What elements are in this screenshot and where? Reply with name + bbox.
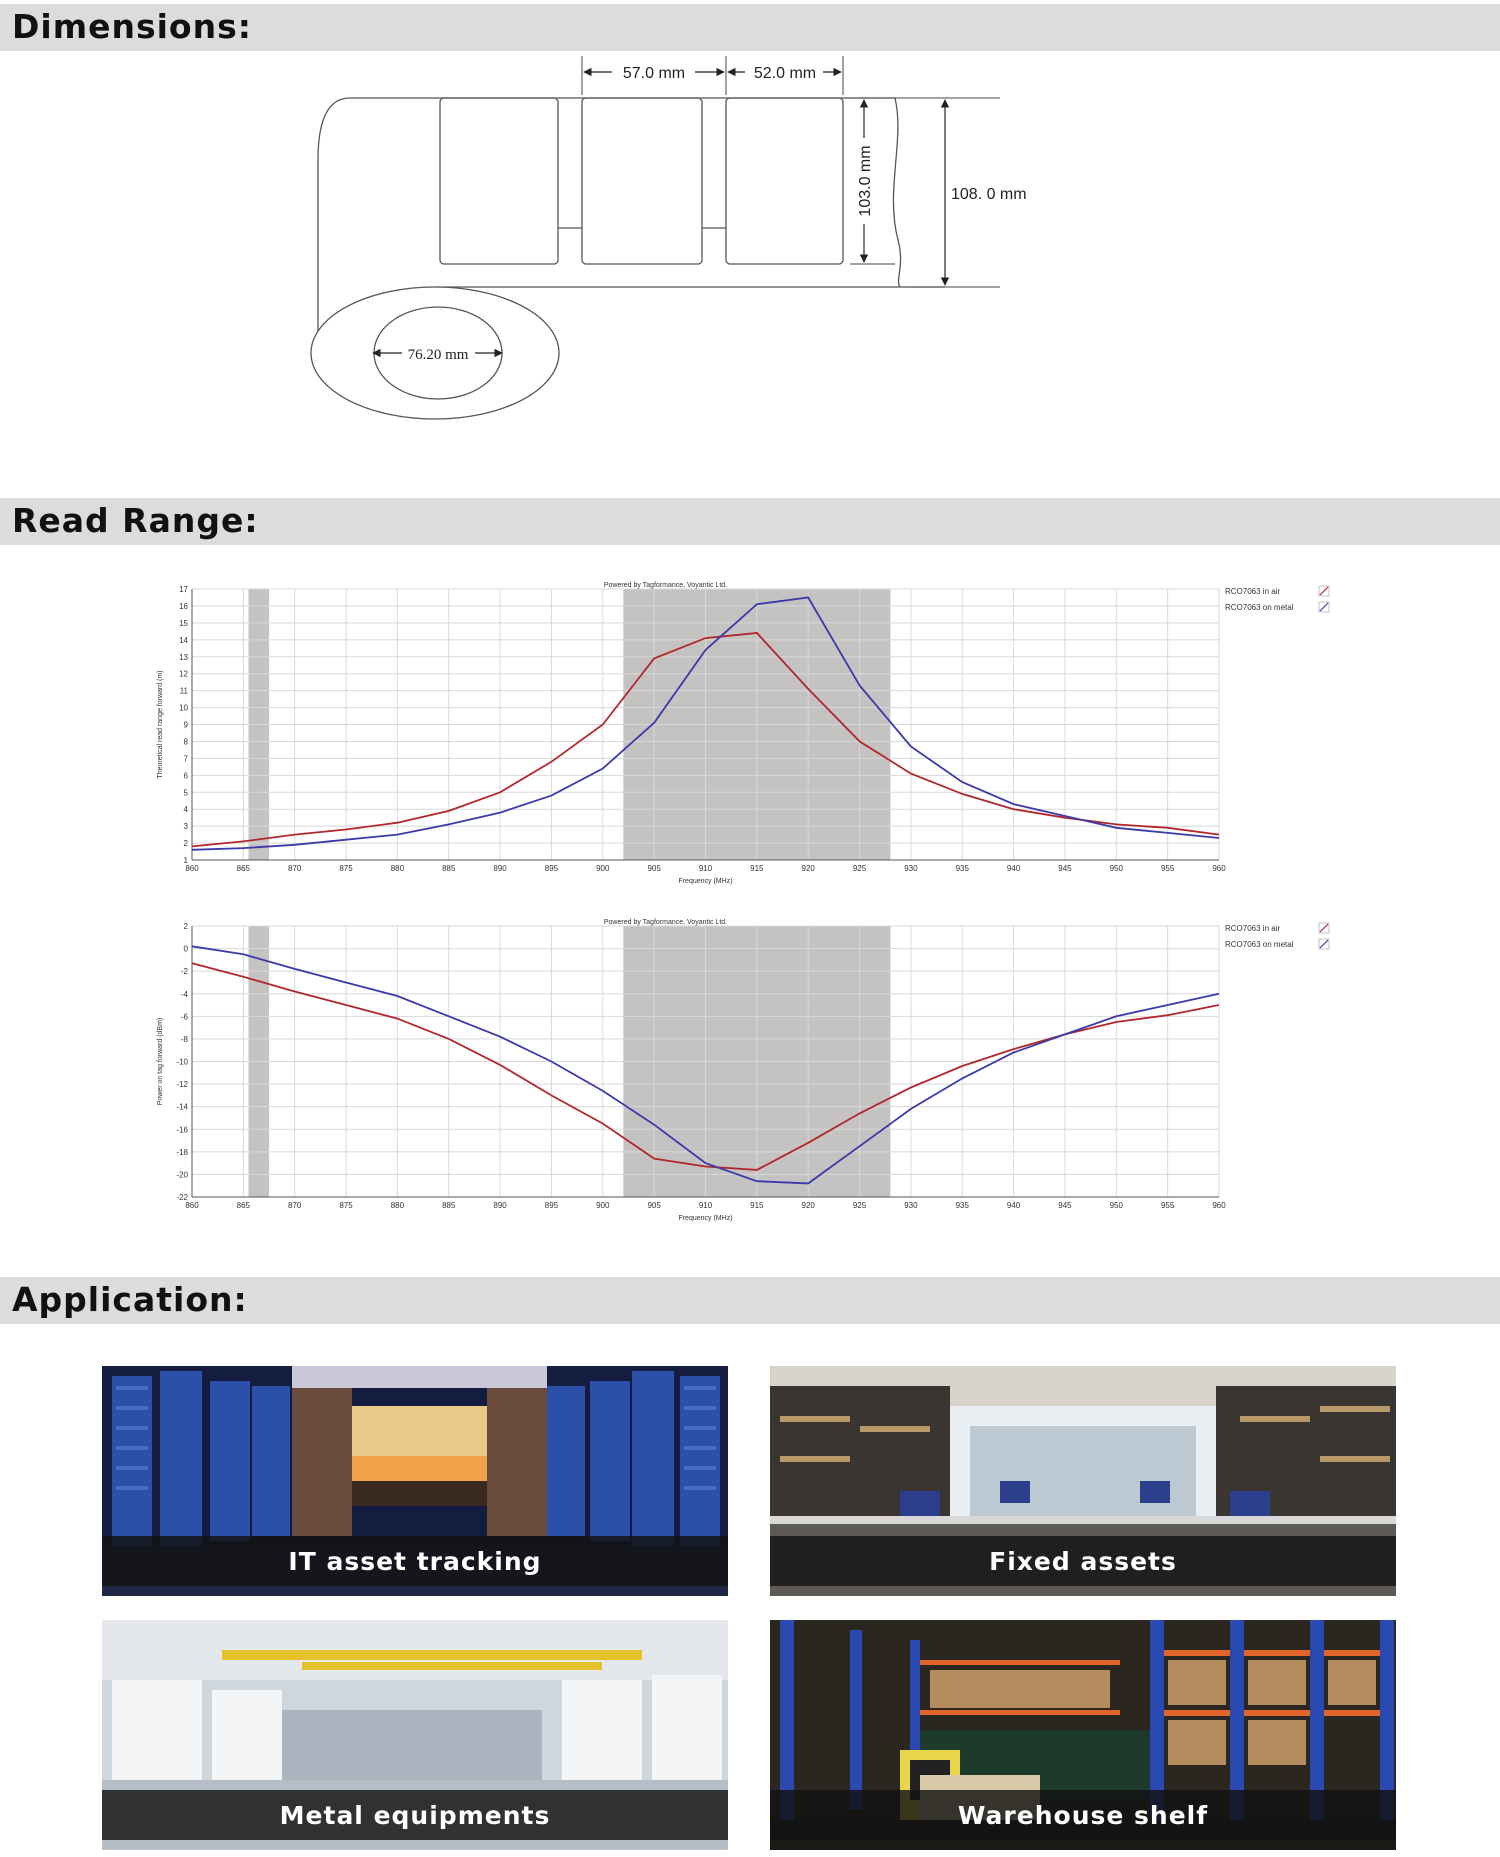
y-tick-label: -2 xyxy=(180,967,188,977)
x-tick-label: 920 xyxy=(801,864,815,873)
x-tick-label: 960 xyxy=(1212,1201,1226,1210)
x-tick-label: 910 xyxy=(698,1201,713,1210)
y-tick-label: 8 xyxy=(183,737,188,747)
tile-label: IT asset tracking xyxy=(288,1546,542,1576)
x-tick-label: 865 xyxy=(236,864,251,873)
x-tick-label: 865 xyxy=(236,1201,251,1210)
x-tick-label: 955 xyxy=(1160,864,1175,873)
y-tick-label: -8 xyxy=(180,1034,188,1044)
x-tick-label: 860 xyxy=(185,1201,199,1210)
x-tick-label: 930 xyxy=(904,864,918,873)
x-axis-label: Frequency (MHz) xyxy=(678,878,733,885)
roll-width-text: 108. 0 mm xyxy=(951,186,1027,203)
read-range-section-header xyxy=(0,498,1500,545)
x-tick-label: 955 xyxy=(1160,1201,1175,1210)
y-tick-label: -20 xyxy=(176,1170,188,1180)
x-tick-label: 860 xyxy=(185,864,199,873)
legend-label: RCO7063 in air xyxy=(1225,587,1281,596)
x-tick-label: 925 xyxy=(852,864,867,873)
label-width-2-text: 52.0 mm xyxy=(753,65,817,82)
x-tick-label: 875 xyxy=(339,864,353,873)
application-heading: Application: xyxy=(12,1280,248,1319)
x-tick-label: 870 xyxy=(288,864,302,873)
x-tick-label: 935 xyxy=(955,1201,969,1210)
y-tick-label: 4 xyxy=(183,805,188,815)
label-width-1-text: 57.0 mm xyxy=(622,65,686,82)
application-tile-metal-equipments xyxy=(102,1620,728,1850)
y-tick-label: 6 xyxy=(183,771,188,781)
x-tick-label: 945 xyxy=(1058,1201,1072,1210)
x-tick-label: 880 xyxy=(390,1201,405,1210)
application-tile-fixed-assets xyxy=(770,1366,1396,1596)
y-tick-label: 15 xyxy=(179,618,188,628)
application-section-header xyxy=(0,1277,1500,1324)
x-tick-label: 875 xyxy=(339,1201,353,1210)
y-tick-label: 16 xyxy=(179,601,188,611)
tile-caption xyxy=(770,1790,1396,1840)
y-tick-label: 17 xyxy=(179,585,188,594)
application-tile-it-asset-tracking xyxy=(102,1366,728,1596)
roll-outline xyxy=(311,98,945,419)
x-tick-label: 925 xyxy=(852,1201,867,1210)
x-tick-label: 915 xyxy=(750,1201,764,1210)
x-tick-label: 940 xyxy=(1006,864,1021,873)
y-tick-label: 1 xyxy=(183,856,188,865)
tile-label: Warehouse shelf xyxy=(957,1800,1209,1830)
y-tick-label: -22 xyxy=(176,1193,188,1202)
tile-caption xyxy=(102,1790,728,1840)
application-tile-warehouse-shelf xyxy=(770,1620,1396,1850)
x-tick-label: 935 xyxy=(955,864,969,873)
chart-subtitle: Powered by Tagformance, Voyantic Ltd. xyxy=(603,919,728,926)
y-tick-label: 12 xyxy=(179,669,188,679)
x-tick-label: 890 xyxy=(493,864,507,873)
y-tick-label: -16 xyxy=(176,1125,188,1135)
legend-label: RCO7063 on metal xyxy=(1225,940,1294,949)
y-tick-label: -18 xyxy=(176,1147,188,1157)
x-tick-label: 895 xyxy=(544,864,559,873)
y-tick-label: -12 xyxy=(176,1080,188,1090)
x-tick-label: 880 xyxy=(390,864,405,873)
x-tick-label: 885 xyxy=(442,1201,456,1210)
x-tick-label: 895 xyxy=(544,1201,559,1210)
x-tick-label: 940 xyxy=(1006,1201,1021,1210)
y-tick-label: 2 xyxy=(183,839,188,849)
power-on-tag-chart xyxy=(140,915,1360,1222)
x-tick-label: 905 xyxy=(647,1201,661,1210)
label-height-text: 103.0 mm xyxy=(857,145,874,217)
y-tick-label: 0 xyxy=(183,944,188,954)
x-tick-label: 950 xyxy=(1109,1201,1123,1210)
y-tick-label: -4 xyxy=(180,989,188,999)
x-tick-label: 890 xyxy=(493,1201,507,1210)
x-tick-label: 945 xyxy=(1058,864,1072,873)
tile-caption xyxy=(102,1536,728,1586)
legend-label: RCO7063 on metal xyxy=(1225,603,1294,612)
tile-label: Metal equipments xyxy=(279,1800,551,1830)
y-tick-label: -10 xyxy=(176,1057,188,1067)
x-tick-label: 915 xyxy=(750,864,764,873)
y-tick-label: 5 xyxy=(183,788,188,798)
y-axis-label: Power on tag forward (dBm) xyxy=(157,1017,164,1106)
y-tick-label: -14 xyxy=(176,1102,188,1112)
x-tick-label: 930 xyxy=(904,1201,918,1210)
x-tick-label: 900 xyxy=(596,864,610,873)
x-tick-label: 950 xyxy=(1109,864,1123,873)
x-axis-label: Frequency (MHz) xyxy=(678,1215,733,1222)
x-tick-label: 960 xyxy=(1212,864,1226,873)
x-tick-label: 920 xyxy=(801,1201,815,1210)
y-tick-label: 13 xyxy=(179,652,188,662)
y-axis-label: Theoretical read range forward (m) xyxy=(157,670,164,779)
core-diameter-text: 76.20 mm xyxy=(407,347,469,363)
tile-label: Fixed assets xyxy=(989,1546,1177,1576)
y-tick-label: -6 xyxy=(180,1012,188,1022)
y-tick-label: 10 xyxy=(179,703,188,713)
x-tick-label: 910 xyxy=(698,864,713,873)
x-tick-label: 885 xyxy=(442,864,456,873)
y-tick-label: 14 xyxy=(179,635,188,645)
y-tick-label: 11 xyxy=(179,686,188,696)
x-tick-label: 900 xyxy=(596,1201,610,1210)
legend-label: RCO7063 in air xyxy=(1225,924,1281,933)
x-tick-label: 870 xyxy=(288,1201,302,1210)
read-range-chart xyxy=(140,578,1360,885)
y-tick-label: 2 xyxy=(183,922,188,931)
y-tick-label: 3 xyxy=(183,822,188,832)
dimensions-heading: Dimensions: xyxy=(12,7,252,46)
read-range-heading: Read Range: xyxy=(12,501,259,540)
y-tick-label: 7 xyxy=(183,754,188,764)
x-tick-label: 905 xyxy=(647,864,661,873)
chart-subtitle: Powered by Tagformance, Voyantic Ltd. xyxy=(603,582,728,589)
roll-dimension-drawing xyxy=(0,40,1500,480)
tile-caption xyxy=(770,1536,1396,1586)
y-tick-label: 9 xyxy=(183,720,188,730)
